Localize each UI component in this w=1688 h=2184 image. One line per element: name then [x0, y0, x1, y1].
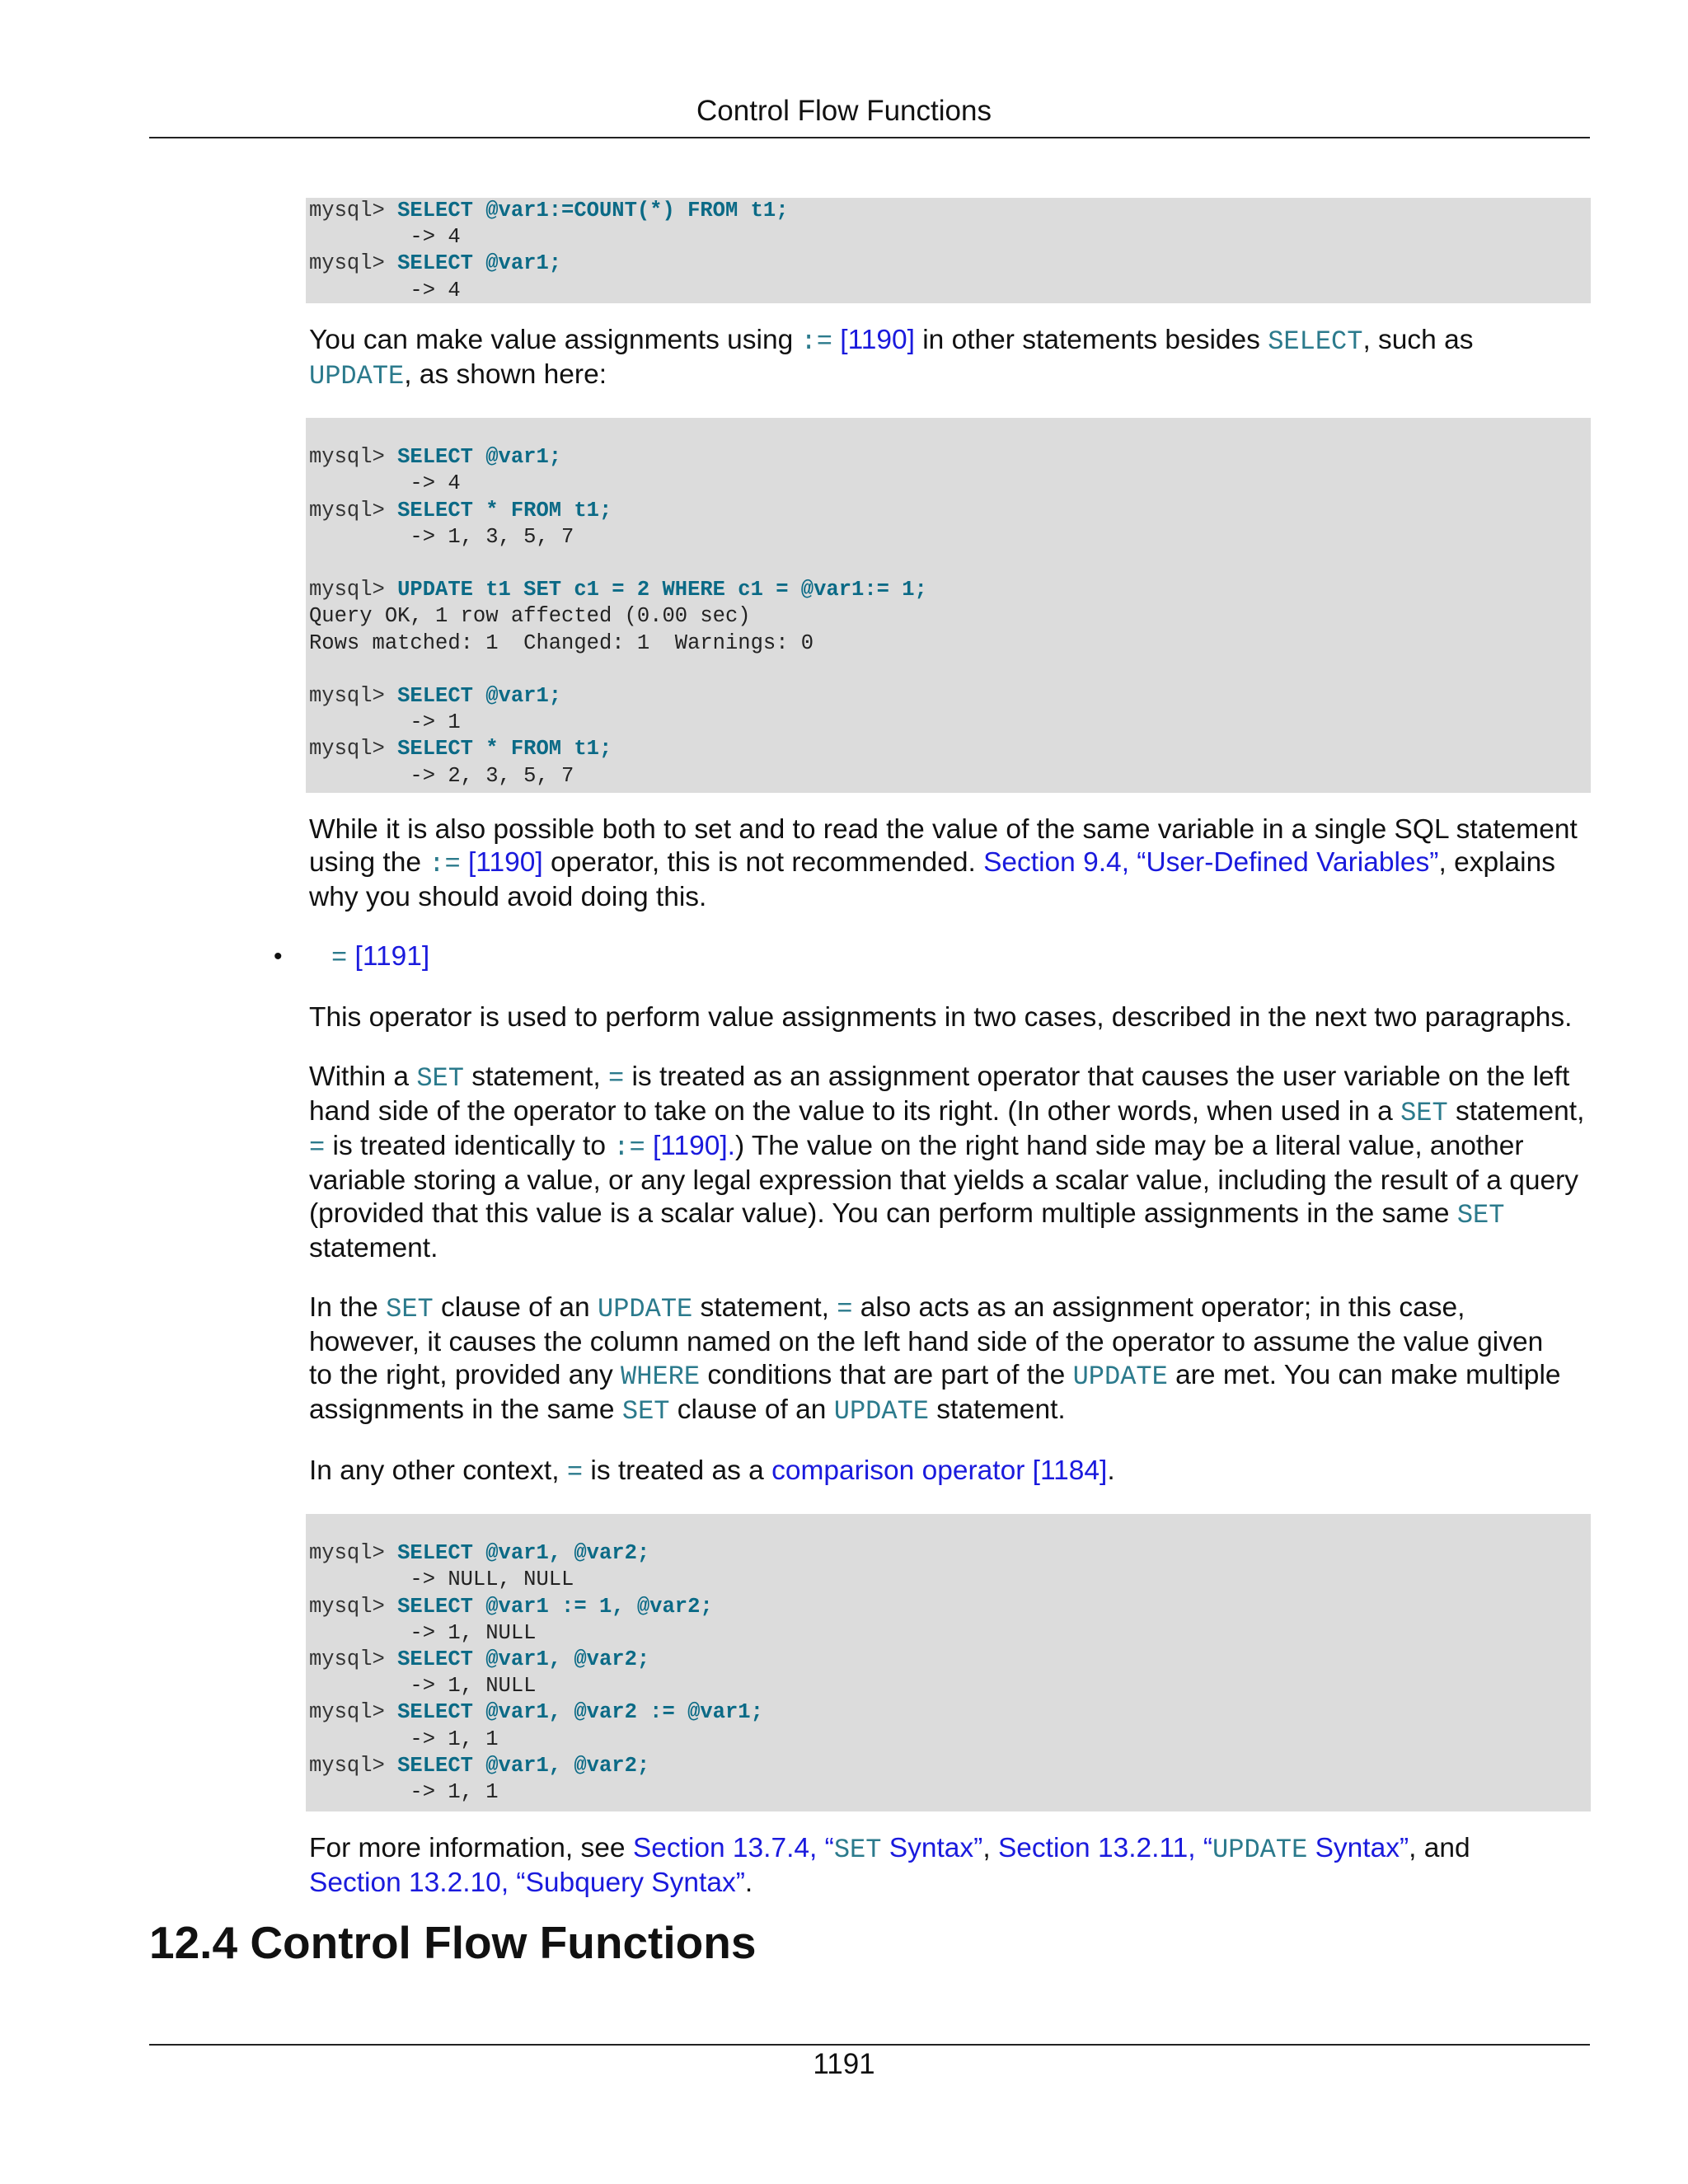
link-text: Syntax”: [1307, 1833, 1409, 1863]
keyword-set: SET: [416, 1063, 464, 1094]
code-line: -> 4: [309, 278, 461, 302]
text: ,: [982, 1833, 998, 1863]
code-line: [309, 551, 1591, 577]
keyword-select: SELECT: [1268, 326, 1363, 357]
text: operator, this is not recommended.: [542, 847, 984, 878]
paragraph-more-info: [309, 1832, 1591, 1900]
ref: [1191]: [347, 941, 430, 972]
code-line: [309, 657, 1591, 683]
text: statement.: [928, 1394, 1066, 1425]
prompt: mysql>: [309, 684, 398, 709]
paragraph-other-context: [309, 1455, 1591, 1489]
ref: [1190].: [645, 1131, 735, 1161]
code-line: -> 1, 3, 5, 7: [309, 524, 574, 549]
operator: :=: [429, 849, 461, 879]
code-line: [309, 198, 1591, 224]
header-rule: [149, 137, 1590, 138]
code-line: -> 1, 1: [309, 1727, 499, 1751]
text: are met. You can make multiple: [1167, 1360, 1561, 1390]
text: , as shown here:: [404, 359, 607, 390]
operator: =: [309, 1132, 326, 1163]
update-syntax-link[interactable]: [998, 1833, 1409, 1863]
prompt: mysql>: [309, 1753, 398, 1778]
code-line: [309, 418, 1591, 444]
operator: :=: [800, 326, 832, 357]
operator: =: [566, 1457, 584, 1488]
user-defined-variables-link[interactable]: Section 9.4, “User-Defined Variables”: [983, 847, 1439, 878]
command: SELECT * FROM t1;: [397, 737, 612, 762]
text: clause of an: [433, 1292, 598, 1323]
text: variable storing a value, or any legal expression that yields a scalar value, including the result of a query: [309, 1165, 1579, 1196]
text: using the: [309, 847, 429, 878]
text: is treated as an assignment operator that causes the user variable on the left: [624, 1062, 1570, 1092]
keyword-set: SET: [1456, 1200, 1505, 1230]
text: In any other context,: [309, 1455, 567, 1486]
prompt: mysql>: [309, 1541, 398, 1566]
command: SELECT @var1, @var2;: [397, 1647, 650, 1672]
code-block-3: [306, 1514, 1591, 1811]
text: Within a: [309, 1062, 417, 1092]
code-line: -> 4: [309, 225, 461, 250]
command: SELECT @var1:=COUNT(*) FROM t1;: [397, 199, 789, 223]
page-number: 1191: [813, 2048, 875, 2080]
keyword-update: UPDATE: [833, 1396, 929, 1427]
paragraph-two-cases: This operator is used to perform value assignments in two cases, described in the next two paragraphs.: [309, 1002, 1573, 1033]
ref: [1190]: [460, 847, 543, 878]
prompt: mysql>: [309, 1700, 398, 1725]
code-line: -> NULL, NULL: [309, 1568, 574, 1592]
assign-operator-link[interactable]: [613, 1131, 735, 1161]
code-line: [309, 498, 1591, 524]
text: (provided that this value is a scalar value). You can perform multiple assignments in the same: [309, 1198, 1457, 1229]
code-line: [309, 1514, 1591, 1540]
paragraph-set-statement: [309, 1061, 1591, 1265]
running-header: Control Flow Functions: [696, 95, 992, 127]
subquery-syntax-link[interactable]: Section 13.2.10, “Subquery Syntax”: [309, 1868, 745, 1898]
text: is treated identically to: [325, 1131, 614, 1161]
text: While it is also possible both to set and to read the value of the same variable in a single SQL statement: [309, 814, 1578, 845]
keyword-update: UPDATE: [1072, 1361, 1168, 1392]
code-line: Rows matched: 1 Changed: 1 Warnings: 0: [309, 630, 814, 655]
text: to the right, provided any: [309, 1360, 621, 1390]
code-line: [309, 577, 1591, 603]
text: statement,: [1447, 1096, 1585, 1127]
equals-operator-link[interactable]: [331, 941, 429, 972]
code-line: [309, 1540, 1591, 1567]
code-line: [309, 1753, 1591, 1779]
command: SELECT @var1;: [397, 684, 562, 709]
command: SELECT @var1;: [397, 251, 562, 276]
assign-operator-link[interactable]: [801, 325, 915, 355]
operator: =: [331, 943, 348, 973]
command: SELECT @var1, @var2;: [397, 1541, 650, 1566]
code-block-2: [306, 418, 1591, 793]
command: SELECT @var1;: [397, 445, 562, 470]
set-syntax-link[interactable]: [633, 1833, 982, 1863]
keyword-set: SET: [833, 1835, 882, 1865]
code-line: [309, 1594, 1591, 1620]
bullet-icon: •: [274, 943, 283, 970]
operator: :=: [613, 1132, 645, 1163]
text: however, it causes the column named on the left hand side of the operator to assume the value given: [309, 1327, 1544, 1357]
command: SELECT @var1 := 1, @var2;: [397, 1594, 713, 1619]
operator: =: [607, 1063, 625, 1094]
prompt: mysql>: [309, 1594, 398, 1619]
main-content: [274, 198, 1591, 1900]
command: SELECT @var1, @var2;: [397, 1753, 650, 1778]
prompt: mysql>: [309, 1647, 398, 1672]
link-text: Syntax”: [881, 1833, 983, 1863]
text: , explains: [1438, 847, 1555, 878]
link-text: Section 13.2.11, “: [997, 1833, 1213, 1863]
keyword-update: UPDATE: [309, 361, 405, 391]
text: clause of an: [669, 1394, 834, 1425]
code-line: -> 1, NULL: [309, 1674, 537, 1699]
text: also acts as an assignment operator; in this case,: [852, 1292, 1465, 1323]
keyword-set: SET: [1400, 1098, 1448, 1128]
code-line: -> 4: [309, 471, 461, 496]
text: statement.: [309, 1233, 438, 1263]
assign-operator-link[interactable]: [429, 847, 542, 878]
code-line: Query OK, 1 row affected (0.00 sec): [309, 604, 751, 629]
code-block-1: [306, 198, 1591, 303]
footer-rule: [149, 2044, 1590, 2046]
text: ) The value on the right hand side may be a literal value, another: [734, 1131, 1524, 1161]
text: hand side of the operator to take on the value to its right. (In other words, when used in a: [309, 1096, 1401, 1127]
text: why you should avoid doing this.: [309, 882, 707, 912]
text: statement,: [463, 1062, 608, 1092]
keyword-where: WHERE: [621, 1361, 701, 1392]
paragraph-not-recommended: [309, 813, 1591, 914]
code-line: [309, 444, 1591, 471]
text: , and: [1409, 1833, 1470, 1863]
text: is treated as a: [583, 1455, 772, 1486]
code-line: [309, 1699, 1591, 1726]
text: In the: [309, 1292, 387, 1323]
command: UPDATE t1 SET c1 = 2 WHERE c1 = @var1:= 1;: [397, 578, 927, 602]
section-heading: 12.4 Control Flow Functions: [149, 1917, 757, 1968]
keyword-set: SET: [386, 1294, 434, 1324]
text: You can make value assignments using: [309, 325, 801, 355]
keyword-update: UPDATE: [598, 1294, 693, 1324]
code-line: [309, 736, 1591, 762]
code-line: [309, 251, 1591, 277]
operator: =: [837, 1294, 853, 1324]
text: assignments in the same: [309, 1394, 622, 1425]
text: conditions that are part of the: [700, 1360, 1073, 1390]
code-line: -> 1, NULL: [309, 1620, 537, 1645]
code-line: -> 1, 1: [309, 1780, 499, 1805]
link-text: Section 13.7.4, “: [632, 1833, 834, 1863]
comparison-operator-link[interactable]: comparison operator [1184]: [771, 1455, 1108, 1486]
text: statement,: [692, 1292, 837, 1323]
prompt: mysql>: [309, 498, 398, 523]
command: SELECT * FROM t1;: [397, 498, 612, 523]
code-line: [309, 1647, 1591, 1673]
text: .: [744, 1868, 753, 1898]
prompt: mysql>: [309, 199, 398, 223]
bullet-item-equals: [274, 940, 1591, 975]
paragraph-assign-other-statements: [309, 324, 1591, 393]
code-line: -> 1: [309, 710, 461, 735]
paragraph-update-clause: [309, 1291, 1591, 1428]
code-line: [309, 683, 1591, 710]
prompt: mysql>: [309, 251, 398, 276]
prompt: mysql>: [309, 737, 398, 762]
command: SELECT @var1, @var2 := @var1;: [397, 1700, 763, 1725]
keyword-update: UPDATE: [1212, 1835, 1308, 1865]
text: For more information, see: [309, 1833, 633, 1863]
prompt: mysql>: [309, 578, 398, 602]
ref: [1190]: [832, 325, 915, 355]
text: in other statements besides: [914, 325, 1268, 355]
text: .: [1107, 1455, 1115, 1486]
text: , such as: [1362, 325, 1474, 355]
code-line: -> 2, 3, 5, 7: [309, 763, 574, 788]
keyword-set: SET: [621, 1396, 670, 1427]
prompt: mysql>: [309, 445, 398, 470]
